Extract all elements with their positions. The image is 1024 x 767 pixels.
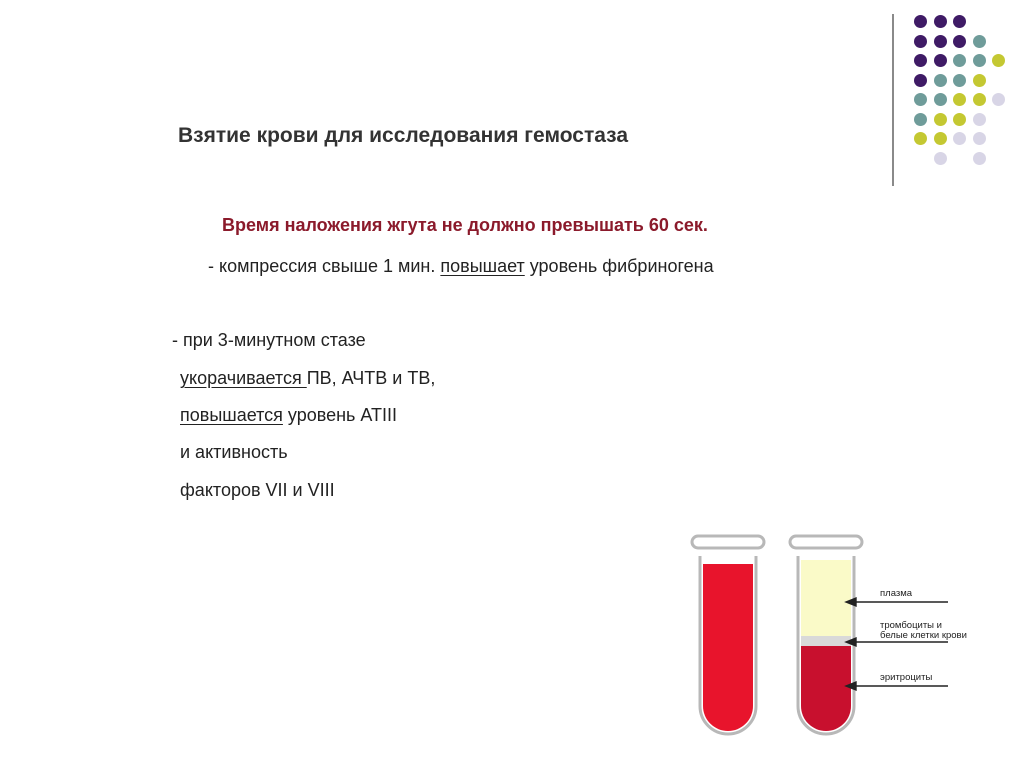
decorative-dot xyxy=(914,54,927,67)
tube-whole-blood xyxy=(692,536,764,734)
stasis-line-1-rest: ПВ, АЧТВ и ТВ, xyxy=(306,368,436,388)
tube-rim xyxy=(790,536,862,548)
decorative-dot xyxy=(934,74,947,87)
slide-title: Взятие крови для исследования гемостаза xyxy=(178,124,629,147)
tube-separated-blood xyxy=(790,536,862,734)
decorative-dot xyxy=(934,35,947,48)
compression-prefix: - компрессия свыше 1 мин. xyxy=(208,256,441,276)
compression-underlined: повышает xyxy=(440,256,525,276)
decorative-dot xyxy=(973,35,986,48)
label-platelets-2: белые клетки крови xyxy=(880,630,967,641)
buffy-coat-layer xyxy=(801,636,851,646)
decorative-dot xyxy=(973,74,986,87)
decorative-dot xyxy=(934,132,947,145)
decorative-dot xyxy=(973,152,986,165)
tube-rim xyxy=(692,536,764,548)
stasis-heading: - при 3-минутном стазе xyxy=(172,330,366,350)
decorative-dot xyxy=(953,132,966,145)
decorative-dot xyxy=(914,74,927,87)
decorative-dot xyxy=(914,15,927,28)
label-erythrocytes: эритроциты xyxy=(880,672,933,683)
decorative-dot xyxy=(914,132,927,145)
label-platelets-1: тромбоциты и xyxy=(880,620,942,631)
decorative-dot xyxy=(953,15,966,28)
stasis-line-1-underlined: укорачивается xyxy=(180,368,307,388)
stasis-line-2 xyxy=(180,405,397,426)
decorative-dot xyxy=(953,35,966,48)
decorative-dot xyxy=(934,152,947,165)
decorative-dot xyxy=(953,54,966,67)
stasis-line-1 xyxy=(180,368,435,389)
decorative-dot xyxy=(934,15,947,28)
stasis-line-3: и активность xyxy=(180,442,288,462)
decorative-dot xyxy=(934,54,947,67)
decorative-dot xyxy=(973,132,986,145)
decorative-dot xyxy=(953,74,966,87)
label-plasma: плазма xyxy=(880,588,913,599)
decorative-dot xyxy=(973,93,986,106)
compression-line xyxy=(208,256,714,277)
decorative-dot xyxy=(992,54,1005,67)
decorative-dot xyxy=(973,113,986,126)
decorative-dot xyxy=(953,113,966,126)
decorative-dot xyxy=(914,93,927,106)
blood-tubes-diagram xyxy=(686,528,986,738)
decorative-dot xyxy=(992,93,1005,106)
decorative-dot xyxy=(934,93,947,106)
whole-blood-fill xyxy=(703,564,753,731)
decorative-dot xyxy=(934,113,947,126)
decorative-dot xyxy=(973,54,986,67)
decorative-dot xyxy=(953,93,966,106)
plasma-layer xyxy=(801,560,851,636)
compression-suffix: уровень фибриногена xyxy=(524,256,714,276)
vertical-divider xyxy=(892,14,894,186)
stasis-line-2-underlined: повышается xyxy=(180,405,283,425)
decorative-dot xyxy=(914,35,927,48)
stasis-line-2-rest: уровень АТIII xyxy=(282,405,398,425)
erythrocytes-layer xyxy=(801,646,851,731)
slide-subtitle: Время наложения жгута не должно превышать 60 сек. xyxy=(222,215,708,235)
stasis-line-4: факторов VII и VIII xyxy=(180,480,335,500)
decorative-dot xyxy=(914,113,927,126)
